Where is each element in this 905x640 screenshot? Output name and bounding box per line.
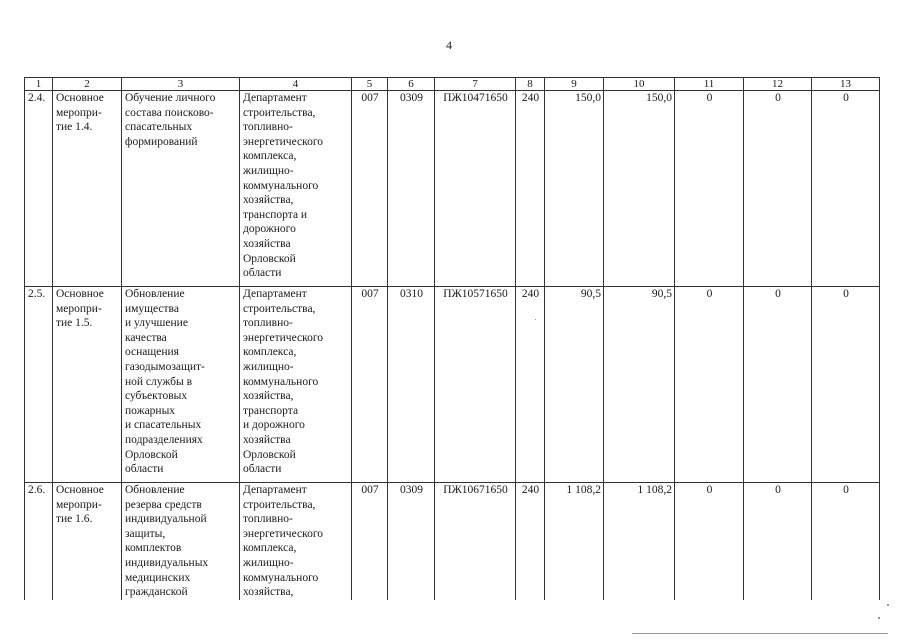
amount-total: 150,0: [545, 91, 604, 287]
activity-name: Обновление имущества и улучшение качества оснащения газодымозащит- ной службы в субъектовых пожарных и спасательных подразделениях Орловской области: [122, 287, 240, 483]
activity-name: Обновление резерва средств индивидуальной защиты, комплектов индивидуальных медицинских гражданской: [122, 483, 240, 601]
column-number: 10: [604, 78, 675, 91]
activity-type: Основное меропри- тие 1.4.: [53, 91, 122, 287]
row-number: 2.4.: [25, 91, 53, 287]
column-number: 9: [545, 78, 604, 91]
row-number: 2.5.: [25, 287, 53, 483]
column-number: 13: [812, 78, 880, 91]
expense-type-code: 240: [516, 287, 545, 483]
activity-type: Основное меропри- тие 1.5.: [53, 287, 122, 483]
program-activities-table: [24, 77, 880, 600]
amount-year-3: 0: [744, 483, 812, 601]
row-number: 2.6.: [25, 483, 53, 601]
column-number: 3: [122, 78, 240, 91]
amount-year-3: 0: [744, 91, 812, 287]
amount-total: 90,5: [545, 287, 604, 483]
amount-year-1: 150,0: [604, 91, 675, 287]
amount-year-2: 0: [675, 91, 744, 287]
section-code: 0309: [388, 483, 435, 601]
responsible-executor: Департамент строительства, топливно- энергетического комплекса, жилищно- коммунального хозяйства, транспорта и дорожного хозяйства Орловской области: [240, 287, 352, 483]
amount-year-4: 0: [812, 91, 880, 287]
column-number: 6: [388, 78, 435, 91]
table-row: [25, 483, 880, 601]
grbs-code: 007: [352, 287, 388, 483]
column-number-header-row: [25, 78, 880, 91]
section-code: 0309: [388, 91, 435, 287]
column-number: 11: [675, 78, 744, 91]
column-number: 12: [744, 78, 812, 91]
table-row: [25, 91, 880, 287]
responsible-executor: Департамент строительства, топливно- энергетического комплекса, жилищно- коммунального хозяйства, транспорта и дорожного хозяйства Орловской области: [240, 91, 352, 287]
grbs-code: 007: [352, 483, 388, 601]
expense-type-code: 240: [516, 91, 545, 287]
page-number: 4: [446, 38, 452, 52]
scan-speck: [535, 319, 536, 320]
amount-year-2: 0: [675, 483, 744, 601]
column-number: 5: [352, 78, 388, 91]
amount-total: 1 108,2: [545, 483, 604, 601]
amount-year-1: 90,5: [604, 287, 675, 483]
expense-type-code: 240: [516, 483, 545, 601]
column-number: 1: [25, 78, 53, 91]
column-number: 8: [516, 78, 545, 91]
scan-speck: [887, 604, 889, 606]
target-article-code: ПЖ10571650: [435, 287, 516, 483]
amount-year-4: 0: [812, 483, 880, 601]
scan-speck: [878, 617, 880, 619]
column-number: 7: [435, 78, 516, 91]
table-row: [25, 287, 880, 483]
section-code: 0310: [388, 287, 435, 483]
target-article-code: ПЖ10671650: [435, 483, 516, 601]
scan-edge-line: [632, 633, 888, 634]
grbs-code: 007: [352, 91, 388, 287]
amount-year-4: 0: [812, 287, 880, 483]
amount-year-3: 0: [744, 287, 812, 483]
target-article-code: ПЖ10471650: [435, 91, 516, 287]
amount-year-2: 0: [675, 287, 744, 483]
responsible-executor: Департамент строительства, топливно- энергетического комплекса, жилищно- коммунального хозяйства,: [240, 483, 352, 601]
amount-year-1: 1 108,2: [604, 483, 675, 601]
column-number: 2: [53, 78, 122, 91]
column-number: 4: [240, 78, 352, 91]
activity-name: Обучение личного состава поисково- спасательных формирований: [122, 91, 240, 287]
activity-type: Основное меропри- тие 1.6.: [53, 483, 122, 601]
